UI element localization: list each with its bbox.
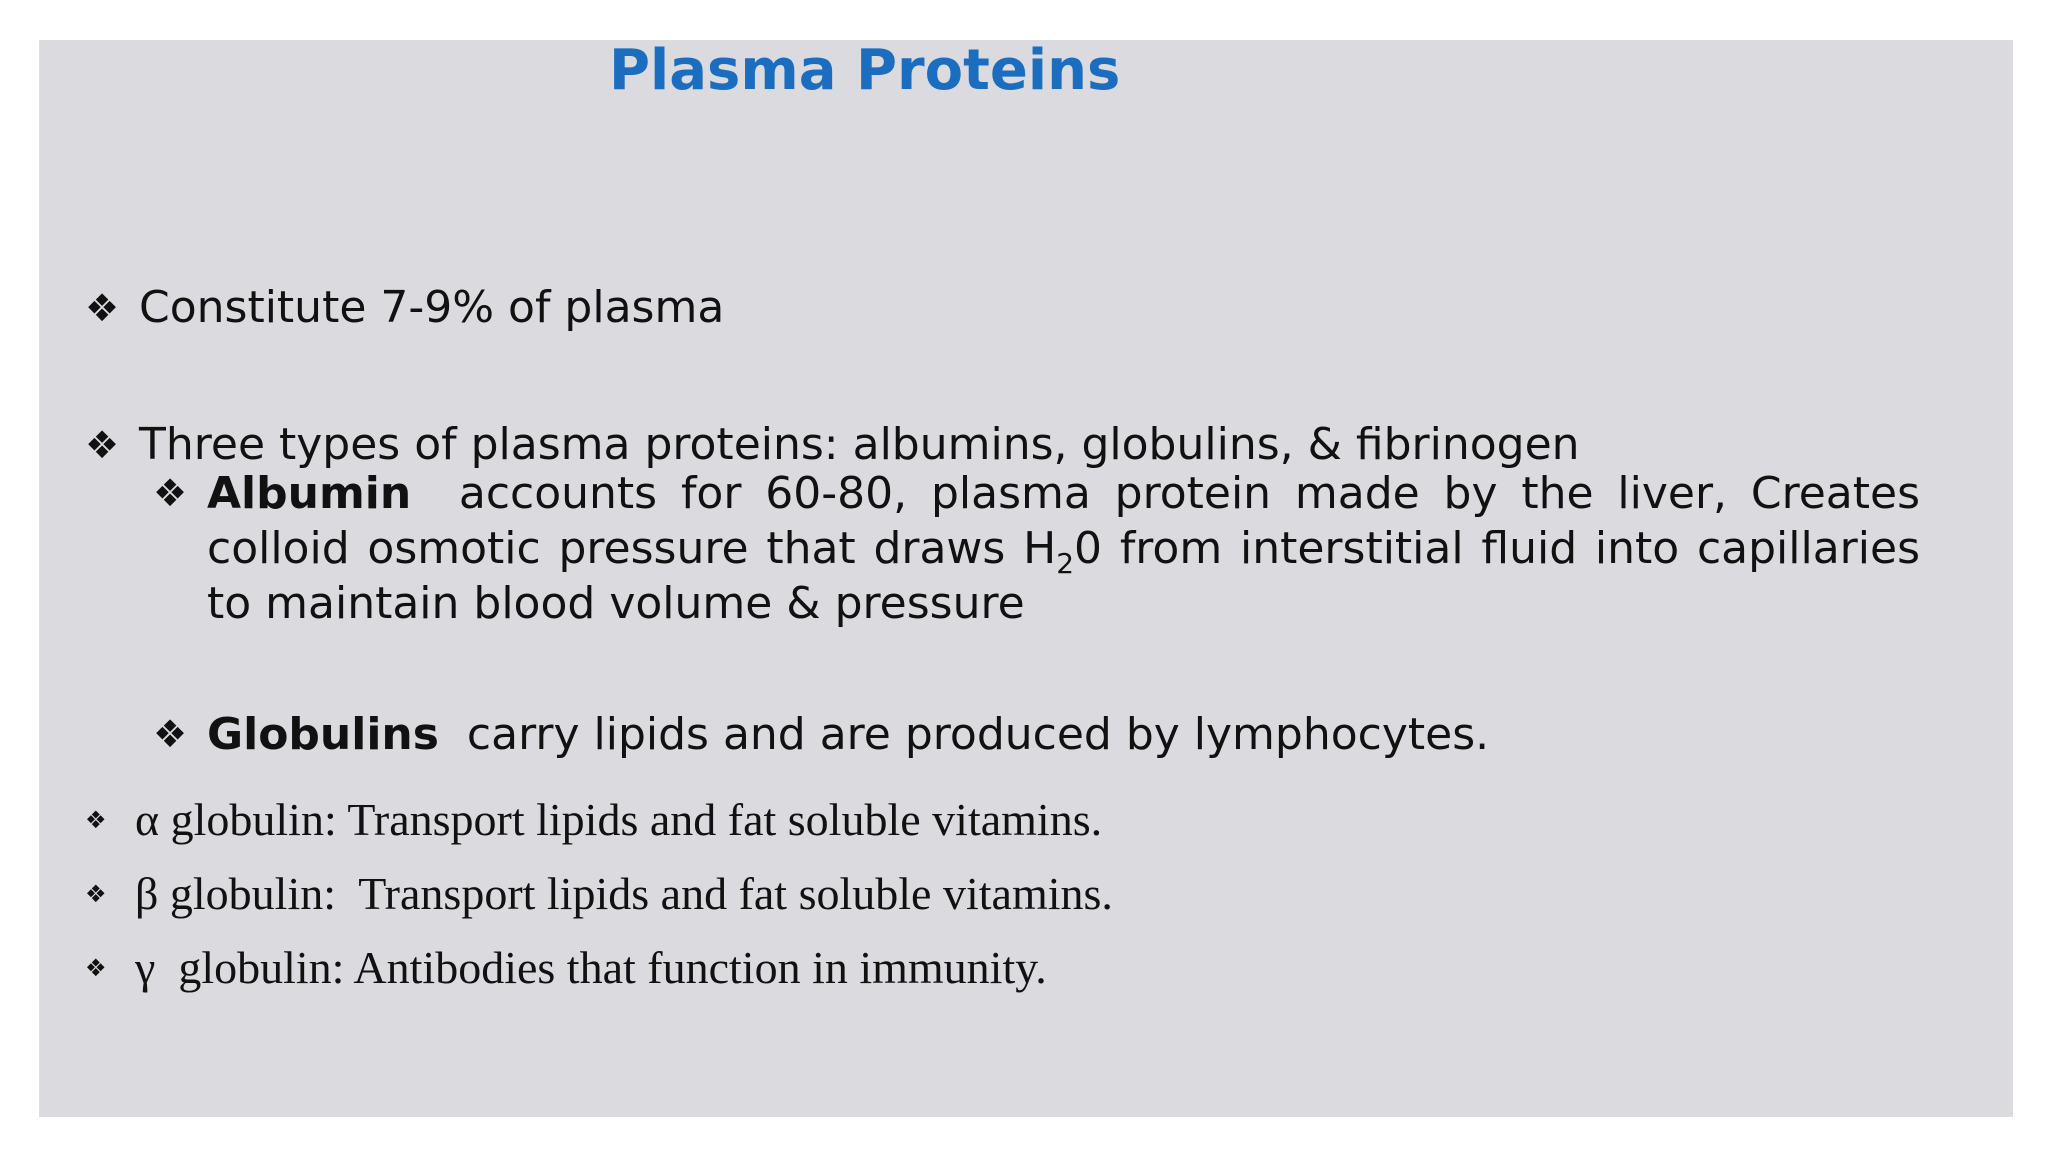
globulin-type-text: β globulin: Transport lipids and fat soluble vitamins. xyxy=(135,868,1113,919)
globulins-text xyxy=(207,707,1489,762)
slide xyxy=(39,40,2013,1117)
globulin-type-text: α globulin: Transport lipids and fat soluble vitamins. xyxy=(135,794,1103,845)
diamond-bullet-icon: ❖ xyxy=(85,806,107,834)
subscript-2: 2 xyxy=(1056,547,1075,580)
bullet-text: Constitute 7-9% of plasma xyxy=(139,282,725,333)
diamond-bullet-icon: ❖ xyxy=(153,471,188,515)
sub-bullet-albumin xyxy=(153,466,1920,631)
diamond-bullet-icon: ❖ xyxy=(85,880,107,908)
bullet-text: Three types of plasma proteins: albumins, globulins, & fibrinogen xyxy=(139,419,1580,470)
globulin-type-item xyxy=(85,794,1102,846)
diamond-bullet-icon: ❖ xyxy=(153,712,188,756)
sub-bullet-globulins xyxy=(153,707,1489,762)
diamond-bullet-icon: ❖ xyxy=(85,954,107,982)
bullet-item xyxy=(85,419,1580,470)
albumin-text xyxy=(207,466,1920,631)
globulin-type-item xyxy=(85,942,1047,994)
diamond-bullet-icon: ❖ xyxy=(85,286,120,330)
diamond-bullet-icon: ❖ xyxy=(85,423,120,467)
bullet-item xyxy=(85,282,725,333)
globulin-type-text: γ globulin: Antibodies that function in immunity. xyxy=(135,942,1047,993)
globulin-type-item xyxy=(85,868,1113,920)
albumin-term: Albumin xyxy=(207,468,412,519)
albumin-desc-part2: 0 from interstitial fluid into capillaries to maintain blood volume & pressure xyxy=(207,523,1920,629)
globulins-desc: carry lipids and are produced by lymphocytes. xyxy=(466,709,1490,760)
globulins-term: Globulins xyxy=(207,709,439,760)
albumin-desc-part1: accounts for 60-80, plasma protein made by the liver, Creates colloid osmotic pressure that draws H xyxy=(207,468,1920,574)
slide-title: Plasma Proteins xyxy=(609,38,1121,103)
